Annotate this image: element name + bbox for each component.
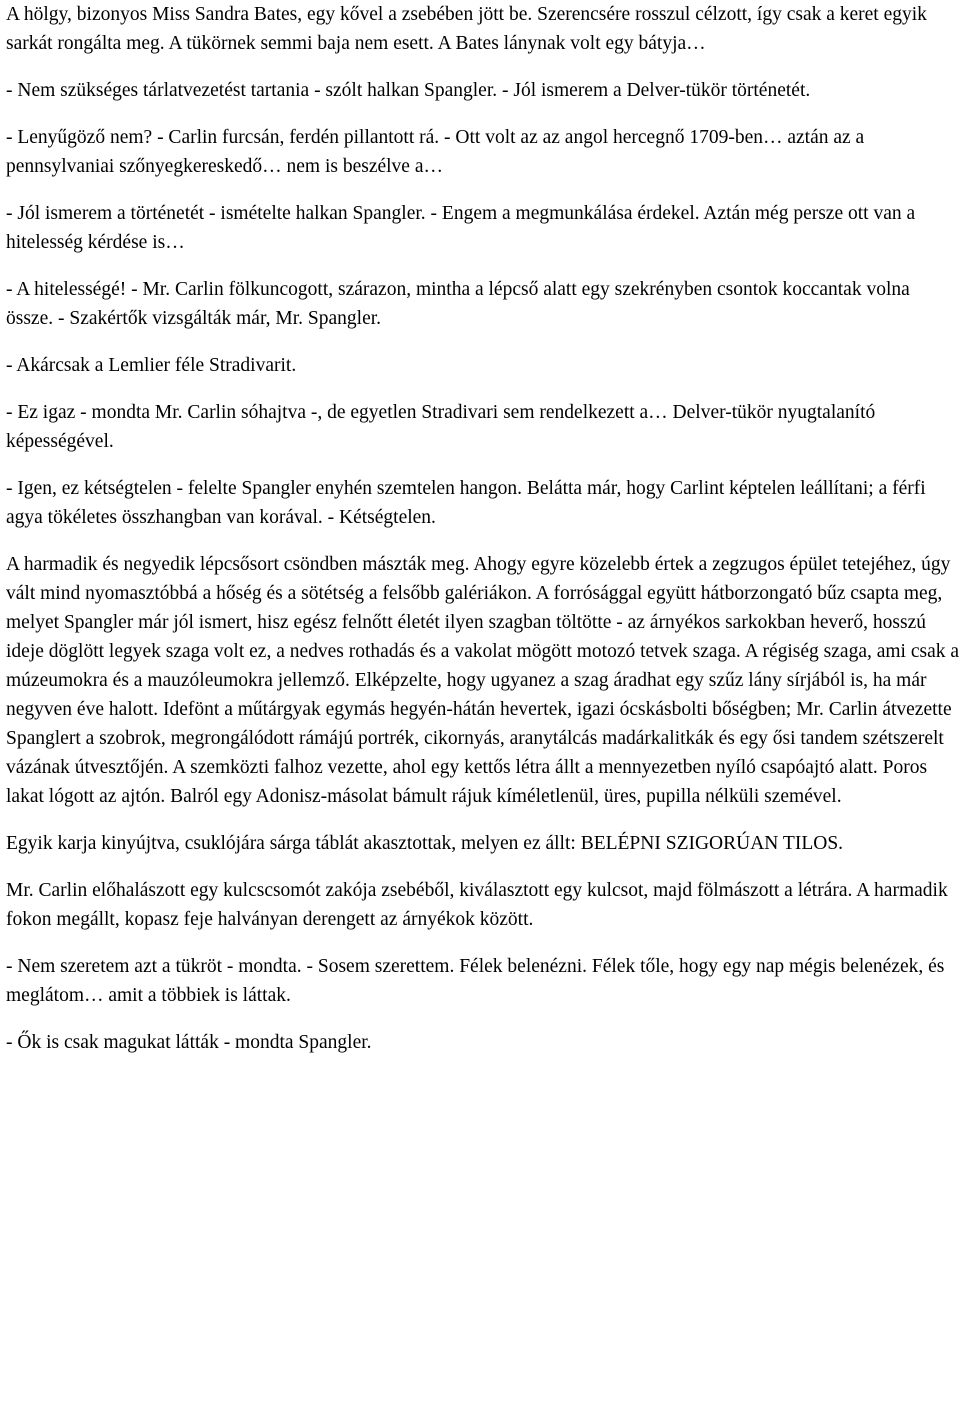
paragraph-11: Mr. Carlin előhalászott egy kulcscsomót zakója zsebéből, kiválasztott egy kulcsot, majd fölmászott a létrára. A harmadik fokon megállt, kopasz feje halványan derengett az árnyékok között. <box>6 880 948 930</box>
paragraph-5: - A hitelességé! - Mr. Carlin fölkuncogott, szárazon, mintha a lépcső alatt egy szekrényben csontok koccantak volna össze. - Szakértők vizsgálták már, Mr. Spangler. <box>6 279 910 329</box>
paragraph-1: A hölgy, bizonyos Miss Sandra Bates, egy kővel a zsebében jött be. Szerencsére rosszul célzott, így csak a keret egyik sarkát rongálta meg. A tükörnek semmi baja nem esett. A Bates lánynak volt egy bátyja… <box>6 4 927 54</box>
paragraph-10: Egyik karja kinyújtva, csuklójára sárga táblát akasztottak, melyen ez állt: BELÉPNI SZIGORÚAN TILOS. <box>6 833 844 854</box>
paragraph-4: - Jól ismerem a történetét - ismételte halkan Spangler. - Engem a megmunkálása érdekel. Aztán még persze ott van a hitelesség kérdése is… <box>6 203 916 253</box>
paragraph-8: - Igen, ez kétségtelen - felelte Spangler enyhén szemtelen hangon. Belátta már, hogy Carlint képtelen leállítani; a férfi agya tökéletes összhangban van korával. - Kétségtelen. <box>6 478 926 528</box>
paragraph-9: A harmadik és negyedik lépcsősort csöndben mászták meg. Ahogy egyre közelebb értek a zegzugos épület tetejéhez, úgy vált mind nyomasztóbbá a hőség és a sötétség a felsőbb galériákon. A forrósággal együtt hátborzongató bűz csapta meg, melyet Spangler már jól ismert, hisz egész felnőtt életét ilyen szagban töltötte - az árnyékos sarkokban heverő, hosszú ideje döglött legyek szaga volt ez, a nedves rothadás és a vakolat mögött motozó tetvek szaga. A régiség szaga, ami csak a múzeumokra és a mauzóleumokra jellemző. Elképzelte, hogy ugyanez a szag áradhat egy szűz lány sírjából is, ha már negyven éve halott. Idefönt a műtárgyak egymás hegyén-hátán hevertek, igazi ócskásbolti bőségben; Mr. Carlin átvezette Spanglert a szobrok, megrongálódott rámájú portrék, cikornyás, aranytálcás madárkalitkák és egy ősi tandem szétszerelt vázának útvesztőjén. A szemközti falhoz vezette, ahol egy kettős létra állt a mennyezetben nyíló csapóajtó alatt. Poros lakat lógott az ajtón. Balról egy Adonisz-másolat bámult rájuk kíméletlenül, üres, pupilla nélküli szemével. <box>6 554 960 807</box>
paragraph-2: - Nem szükséges tárlatvezetést tartania - szólt halkan Spangler. - Jól ismerem a Delver-tükör történetét. <box>6 80 811 101</box>
paragraph-13: - Ők is csak magukat látták - mondta Spangler. <box>6 1032 372 1053</box>
paragraph-6: - Akárcsak a Lemlier féle Stradivarit. <box>6 355 297 376</box>
paragraph-3: - Lenyűgöző nem? - Carlin furcsán, ferdén pillantott rá. - Ott volt az az angol hercegnő 1709-ben… aztán az a pennsylvaniai szőnyegkereskedő… nem is beszélve a… <box>6 127 865 177</box>
paragraph-7: - Ez igaz - mondta Mr. Carlin sóhajtva -, de egyetlen Stradivari sem rendelkezett a… Delver-tükör nyugtalanító képességével. <box>6 402 876 452</box>
paragraph-12: - Nem szeretem azt a tükröt - mondta. - Sosem szerettem. Félek belenézni. Félek tőle, hogy egy nap mégis belenézek, és meglátom… amit a többiek is láttak. <box>6 956 945 1006</box>
